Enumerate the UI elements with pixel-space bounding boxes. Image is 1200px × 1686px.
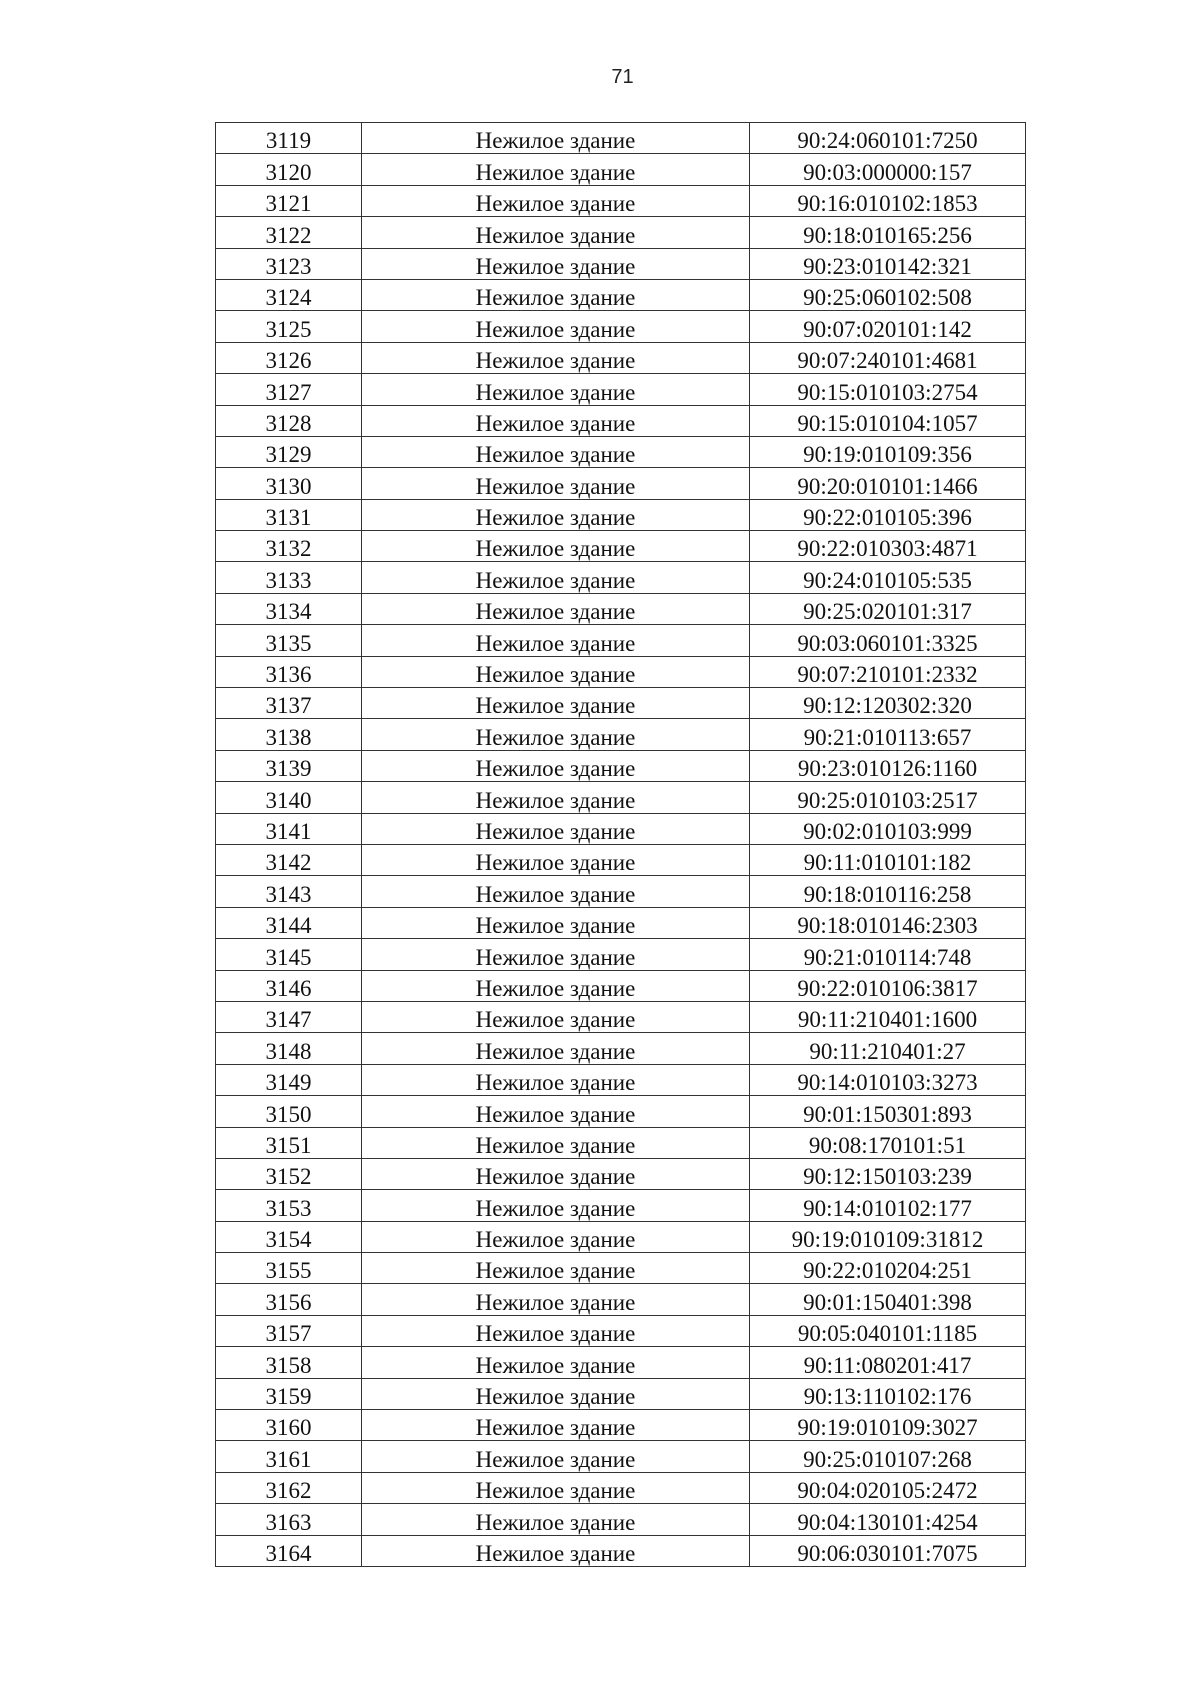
cadastral-number-cell: 90:16:010102:1853: [750, 185, 1026, 216]
table-row: [216, 1033, 1026, 1064]
row-number-cell: 3124: [216, 279, 362, 310]
cadastral-number-cell: 90:07:210101:2332: [750, 656, 1026, 687]
cadastral-number-cell: 90:23:010142:321: [750, 248, 1026, 279]
cadastral-number-cell: 90:13:110102:176: [750, 1378, 1026, 1409]
cadastral-number-cell: 90:18:010146:2303: [750, 907, 1026, 938]
cadastral-number-cell: 90:25:020101:317: [750, 593, 1026, 624]
row-number-cell: 3122: [216, 217, 362, 248]
object-type-cell: Нежилое здание: [362, 813, 750, 844]
table-row: [216, 1504, 1026, 1535]
table-row: [216, 185, 1026, 216]
table-row: [216, 1284, 1026, 1315]
registry-table: [215, 122, 1026, 1567]
object-type-cell: Нежилое здание: [362, 1127, 750, 1158]
object-type-cell: Нежилое здание: [362, 185, 750, 216]
table-row: [216, 719, 1026, 750]
object-type-cell: Нежилое здание: [362, 1472, 750, 1503]
cadastral-number-cell: 90:24:010105:535: [750, 562, 1026, 593]
object-type-cell: Нежилое здание: [362, 342, 750, 373]
table-row: [216, 154, 1026, 185]
cadastral-number-cell: 90:11:010101:182: [750, 844, 1026, 875]
cadastral-number-cell: 90:15:010104:1057: [750, 405, 1026, 436]
object-type-cell: Нежилое здание: [362, 1284, 750, 1315]
table-row: [216, 562, 1026, 593]
row-number-cell: 3119: [216, 123, 362, 154]
cadastral-number-cell: 90:20:010101:1466: [750, 468, 1026, 499]
row-number-cell: 3120: [216, 154, 362, 185]
table-row: [216, 1410, 1026, 1441]
row-number-cell: 3136: [216, 656, 362, 687]
row-number-cell: 3141: [216, 813, 362, 844]
table-row: [216, 1096, 1026, 1127]
object-type-cell: Нежилое здание: [362, 844, 750, 875]
object-type-cell: Нежилое здание: [362, 750, 750, 781]
cadastral-number-cell: 90:14:010103:3273: [750, 1064, 1026, 1095]
table-row: [216, 1221, 1026, 1252]
row-number-cell: 3144: [216, 907, 362, 938]
cadastral-number-cell: 90:23:010126:1160: [750, 750, 1026, 781]
row-number-cell: 3149: [216, 1064, 362, 1095]
table-row: [216, 1315, 1026, 1346]
cadastral-number-cell: 90:12:150103:239: [750, 1158, 1026, 1189]
object-type-cell: Нежилое здание: [362, 468, 750, 499]
cadastral-number-cell: 90:19:010109:356: [750, 436, 1026, 467]
table-row: [216, 1535, 1026, 1566]
row-number-cell: 3139: [216, 750, 362, 781]
row-number-cell: 3156: [216, 1284, 362, 1315]
object-type-cell: Нежилое здание: [362, 1064, 750, 1095]
object-type-cell: Нежилое здание: [362, 688, 750, 719]
object-type-cell: Нежилое здание: [362, 279, 750, 310]
row-number-cell: 3154: [216, 1221, 362, 1252]
row-number-cell: 3130: [216, 468, 362, 499]
cadastral-number-cell: 90:22:010204:251: [750, 1253, 1026, 1284]
cadastral-number-cell: 90:14:010102:177: [750, 1190, 1026, 1221]
row-number-cell: 3135: [216, 625, 362, 656]
cadastral-number-cell: 90:21:010114:748: [750, 939, 1026, 970]
table-row: [216, 1001, 1026, 1032]
table-row: [216, 907, 1026, 938]
row-number-cell: 3123: [216, 248, 362, 279]
row-number-cell: 3145: [216, 939, 362, 970]
object-type-cell: Нежилое здание: [362, 123, 750, 154]
row-number-cell: 3138: [216, 719, 362, 750]
table-row: [216, 468, 1026, 499]
row-number-cell: 3159: [216, 1378, 362, 1409]
table-row: [216, 531, 1026, 562]
cadastral-number-cell: 90:22:010303:4871: [750, 531, 1026, 562]
table-row: [216, 939, 1026, 970]
table-row: [216, 1127, 1026, 1158]
table-row: [216, 970, 1026, 1001]
row-number-cell: 3146: [216, 970, 362, 1001]
table-row: [216, 813, 1026, 844]
object-type-cell: Нежилое здание: [362, 1347, 750, 1378]
table-row: [216, 1347, 1026, 1378]
row-number-cell: 3132: [216, 531, 362, 562]
table-row: [216, 750, 1026, 781]
cadastral-number-cell: 90:12:120302:320: [750, 688, 1026, 719]
cadastral-number-cell: 90:22:010106:3817: [750, 970, 1026, 1001]
row-number-cell: 3126: [216, 342, 362, 373]
object-type-cell: Нежилое здание: [362, 656, 750, 687]
table-row: [216, 1064, 1026, 1095]
object-type-cell: Нежилое здание: [362, 907, 750, 938]
object-type-cell: Нежилое здание: [362, 1033, 750, 1064]
table-row: [216, 688, 1026, 719]
object-type-cell: Нежилое здание: [362, 1001, 750, 1032]
row-number-cell: 3129: [216, 436, 362, 467]
row-number-cell: 3140: [216, 782, 362, 813]
row-number-cell: 3127: [216, 374, 362, 405]
object-type-cell: Нежилое здание: [362, 1158, 750, 1189]
object-type-cell: Нежилое здание: [362, 1221, 750, 1252]
object-type-cell: Нежилое здание: [362, 248, 750, 279]
cadastral-number-cell: 90:08:170101:51: [750, 1127, 1026, 1158]
table-row: [216, 499, 1026, 530]
table-row: [216, 593, 1026, 624]
row-number-cell: 3152: [216, 1158, 362, 1189]
cadastral-number-cell: 90:19:010109:31812: [750, 1221, 1026, 1252]
object-type-cell: Нежилое здание: [362, 1315, 750, 1346]
cadastral-number-cell: 90:22:010105:396: [750, 499, 1026, 530]
table-row: [216, 217, 1026, 248]
page-number: 71: [611, 66, 634, 88]
table-body: [216, 123, 1026, 1567]
table-row: [216, 876, 1026, 907]
table-row: [216, 844, 1026, 875]
row-number-cell: 3151: [216, 1127, 362, 1158]
cadastral-number-cell: 90:06:030101:7075: [750, 1535, 1026, 1566]
row-number-cell: 3161: [216, 1441, 362, 1472]
cadastral-number-cell: 90:03:060101:3325: [750, 625, 1026, 656]
object-type-cell: Нежилое здание: [362, 876, 750, 907]
row-number-cell: 3131: [216, 499, 362, 530]
cadastral-number-cell: 90:03:000000:157: [750, 154, 1026, 185]
cadastral-number-cell: 90:07:240101:4681: [750, 342, 1026, 373]
object-type-cell: Нежилое здание: [362, 939, 750, 970]
object-type-cell: Нежилое здание: [362, 1378, 750, 1409]
row-number-cell: 3128: [216, 405, 362, 436]
cadastral-number-cell: 90:05:040101:1185: [750, 1315, 1026, 1346]
cadastral-number-cell: 90:21:010113:657: [750, 719, 1026, 750]
row-number-cell: 3121: [216, 185, 362, 216]
table-row: [216, 436, 1026, 467]
object-type-cell: Нежилое здание: [362, 1253, 750, 1284]
row-number-cell: 3157: [216, 1315, 362, 1346]
row-number-cell: 3163: [216, 1504, 362, 1535]
table-row: [216, 1158, 1026, 1189]
cadastral-number-cell: 90:11:210401:1600: [750, 1001, 1026, 1032]
object-type-cell: Нежилое здание: [362, 1535, 750, 1566]
cadastral-number-cell: 90:01:150401:398: [750, 1284, 1026, 1315]
row-number-cell: 3162: [216, 1472, 362, 1503]
cadastral-number-cell: 90:18:010116:258: [750, 876, 1026, 907]
table-row: [216, 1472, 1026, 1503]
object-type-cell: Нежилое здание: [362, 531, 750, 562]
cadastral-number-cell: 90:18:010165:256: [750, 217, 1026, 248]
table-row: [216, 342, 1026, 373]
cadastral-number-cell: 90:11:080201:417: [750, 1347, 1026, 1378]
row-number-cell: 3160: [216, 1410, 362, 1441]
object-type-cell: Нежилое здание: [362, 782, 750, 813]
row-number-cell: 3125: [216, 311, 362, 342]
row-number-cell: 3134: [216, 593, 362, 624]
cadastral-number-cell: 90:04:020105:2472: [750, 1472, 1026, 1503]
cadastral-number-cell: 90:19:010109:3027: [750, 1410, 1026, 1441]
table-row: [216, 405, 1026, 436]
cadastral-number-cell: 90:25:010107:268: [750, 1441, 1026, 1472]
object-type-cell: Нежилое здание: [362, 154, 750, 185]
object-type-cell: Нежилое здание: [362, 1504, 750, 1535]
table-row: [216, 656, 1026, 687]
object-type-cell: Нежилое здание: [362, 625, 750, 656]
row-number-cell: 3147: [216, 1001, 362, 1032]
table-row: [216, 1441, 1026, 1472]
object-type-cell: Нежилое здание: [362, 1096, 750, 1127]
object-type-cell: Нежилое здание: [362, 593, 750, 624]
object-type-cell: Нежилое здание: [362, 405, 750, 436]
object-type-cell: Нежилое здание: [362, 970, 750, 1001]
object-type-cell: Нежилое здание: [362, 436, 750, 467]
object-type-cell: Нежилое здание: [362, 311, 750, 342]
cadastral-number-cell: 90:07:020101:142: [750, 311, 1026, 342]
table-row: [216, 625, 1026, 656]
row-number-cell: 3164: [216, 1535, 362, 1566]
row-number-cell: 3142: [216, 844, 362, 875]
cadastral-number-cell: 90:02:010103:999: [750, 813, 1026, 844]
table-row: [216, 782, 1026, 813]
table-row: [216, 123, 1026, 154]
object-type-cell: Нежилое здание: [362, 719, 750, 750]
object-type-cell: Нежилое здание: [362, 1441, 750, 1472]
table-row: [216, 1378, 1026, 1409]
row-number-cell: 3155: [216, 1253, 362, 1284]
cadastral-number-cell: 90:25:010103:2517: [750, 782, 1026, 813]
object-type-cell: Нежилое здание: [362, 1410, 750, 1441]
cadastral-number-cell: 90:25:060102:508: [750, 279, 1026, 310]
table-row: [216, 1253, 1026, 1284]
cadastral-number-cell: 90:15:010103:2754: [750, 374, 1026, 405]
row-number-cell: 3148: [216, 1033, 362, 1064]
object-type-cell: Нежилое здание: [362, 217, 750, 248]
cadastral-number-cell: 90:04:130101:4254: [750, 1504, 1026, 1535]
row-number-cell: 3158: [216, 1347, 362, 1378]
table-row: [216, 374, 1026, 405]
object-type-cell: Нежилое здание: [362, 1190, 750, 1221]
object-type-cell: Нежилое здание: [362, 562, 750, 593]
table-row: [216, 311, 1026, 342]
row-number-cell: 3150: [216, 1096, 362, 1127]
cadastral-number-cell: 90:01:150301:893: [750, 1096, 1026, 1127]
row-number-cell: 3153: [216, 1190, 362, 1221]
row-number-cell: 3143: [216, 876, 362, 907]
cadastral-number-cell: 90:24:060101:7250: [750, 123, 1026, 154]
object-type-cell: Нежилое здание: [362, 374, 750, 405]
row-number-cell: 3133: [216, 562, 362, 593]
table-row: [216, 1190, 1026, 1221]
cadastral-number-cell: 90:11:210401:27: [750, 1033, 1026, 1064]
table-row: [216, 279, 1026, 310]
table-row: [216, 248, 1026, 279]
object-type-cell: Нежилое здание: [362, 499, 750, 530]
row-number-cell: 3137: [216, 688, 362, 719]
